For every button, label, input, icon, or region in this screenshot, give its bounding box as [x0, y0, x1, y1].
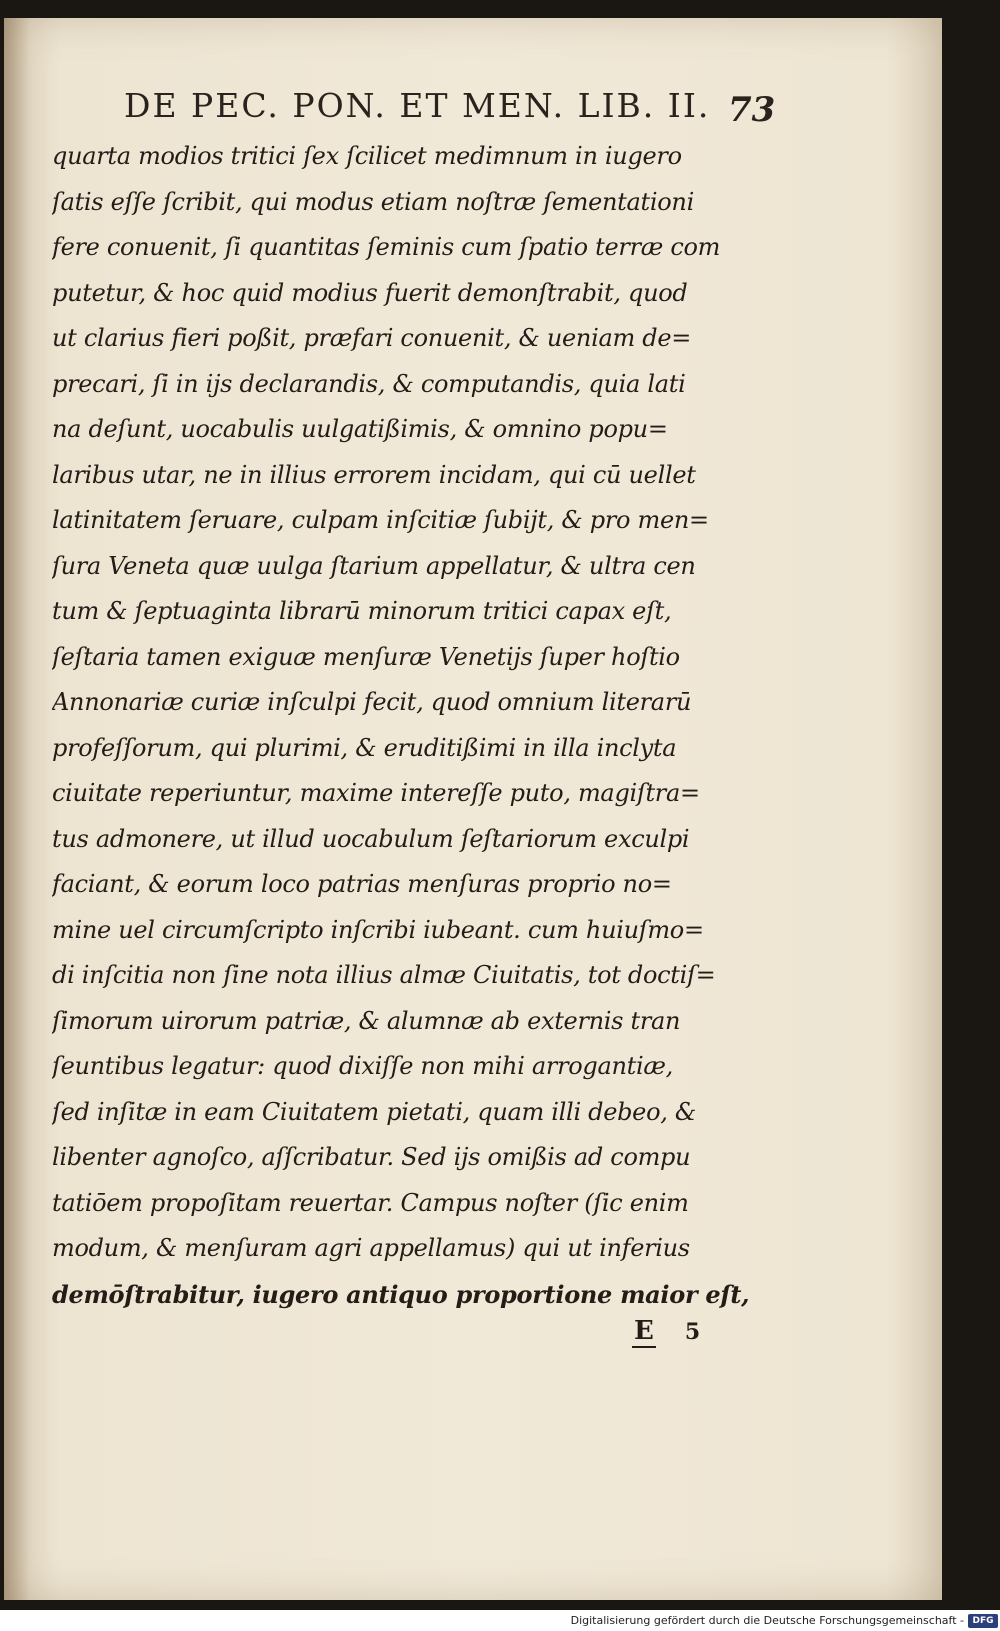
text-line: ut clarius fieri poßit, præfari conuenit, & ueniam de=	[52, 324, 692, 352]
text-line: faciant, & eorum loco patrias menſuras proprio no=	[52, 870, 672, 898]
text-line: modum, & menſuram agri appellamus) qui ut inferius	[52, 1234, 690, 1262]
text-line: ſura Veneta quæ uulga ſtarium appellatur, & ultra cen	[52, 551, 696, 580]
running-title: DE PEC. PON. ET MEN. LIB. II.	[124, 86, 711, 125]
running-head	[124, 86, 884, 134]
page-number: 73	[728, 90, 776, 130]
signature-letter: E	[634, 1316, 654, 1346]
digitization-footer	[0, 1612, 1000, 1631]
text-line: ſeſtaria tamen exiguæ menſuræ Venetijs ſuper hoſtio	[52, 642, 680, 671]
text-line: tus admonere, ut illud uocabulum ſeſtariorum exculpi	[52, 824, 690, 853]
dfg-logo: DFG	[968, 1614, 998, 1628]
text-line: ciuitate reperiuntur, maxime intereſſe puto, magiſtra=	[52, 779, 700, 807]
text-line: ſed inſitæ in eam Ciuitatem pietati, quam illi debeo, &	[52, 1097, 696, 1126]
body-text	[52, 134, 796, 1317]
text-line: Annonariæ curiæ inſculpi fecit, quod omnium literarū	[52, 688, 692, 716]
text-line: precari, ſi in ijs declarandis, & computandis, quia lati	[52, 369, 686, 398]
text-line: mine uel circumſcripto inſcribi iubeant. cum huiuſmo=	[52, 915, 704, 944]
text-line: profeſſorum, qui plurimi, & eruditißimi in illa inclyta	[52, 733, 677, 762]
signature-number: 5	[684, 1319, 701, 1345]
text-line: na deſunt, uocabulis uulgatißimis, & omnino popu=	[52, 415, 668, 443]
text-line: latinitatem ſeruare, culpam inſcitiæ ſubijt, & pro men=	[52, 506, 709, 534]
text-line: ſeuntibus legatur: quod dixiſſe non mihi arrogantiæ,	[52, 1052, 673, 1080]
text-line: laribus utar, ne in illius errorem incidam, qui cū uellet	[52, 460, 696, 489]
text-line: demōſtrabitur, iugero antiquo proportione maior eſt,	[52, 1279, 750, 1309]
signature-mark	[632, 1316, 700, 1348]
text-line: tatiōem propoſitam reuertar. Campus noſter (ſic enim	[52, 1188, 689, 1217]
gutter-shadow	[4, 18, 30, 1600]
text-line: fere conuenit, ſi quantitas ſeminis cum ſpatio terræ com	[52, 233, 721, 261]
text-line: libenter agnoſco, aſſcribatur. Sed ijs omißis ad compu	[52, 1143, 691, 1171]
text-line: ſatis eſſe ſcribit, qui modus etiam noſtræ ſementationi	[52, 187, 694, 216]
text-line: quarta modios tritici ſex ſcilicet medimnum in iugero	[52, 142, 682, 170]
text-line: tum & ſeptuaginta librarū minorum tritici capax eſt,	[52, 597, 672, 625]
text-line: putetur, & hoc quid modius fuerit demonſtrabit, quod	[52, 278, 688, 307]
text-line: di inſcitia non ſine nota illius almæ Ciuitatis, tot doctiſ=	[52, 961, 716, 989]
footer-credit: Digitalisierung gefördert durch die Deutsche Forschungsgemeinschaft -	[570, 1614, 964, 1627]
text-line: ſimorum uirorum patriæ, & alumnæ ab externis tran	[52, 1006, 681, 1035]
